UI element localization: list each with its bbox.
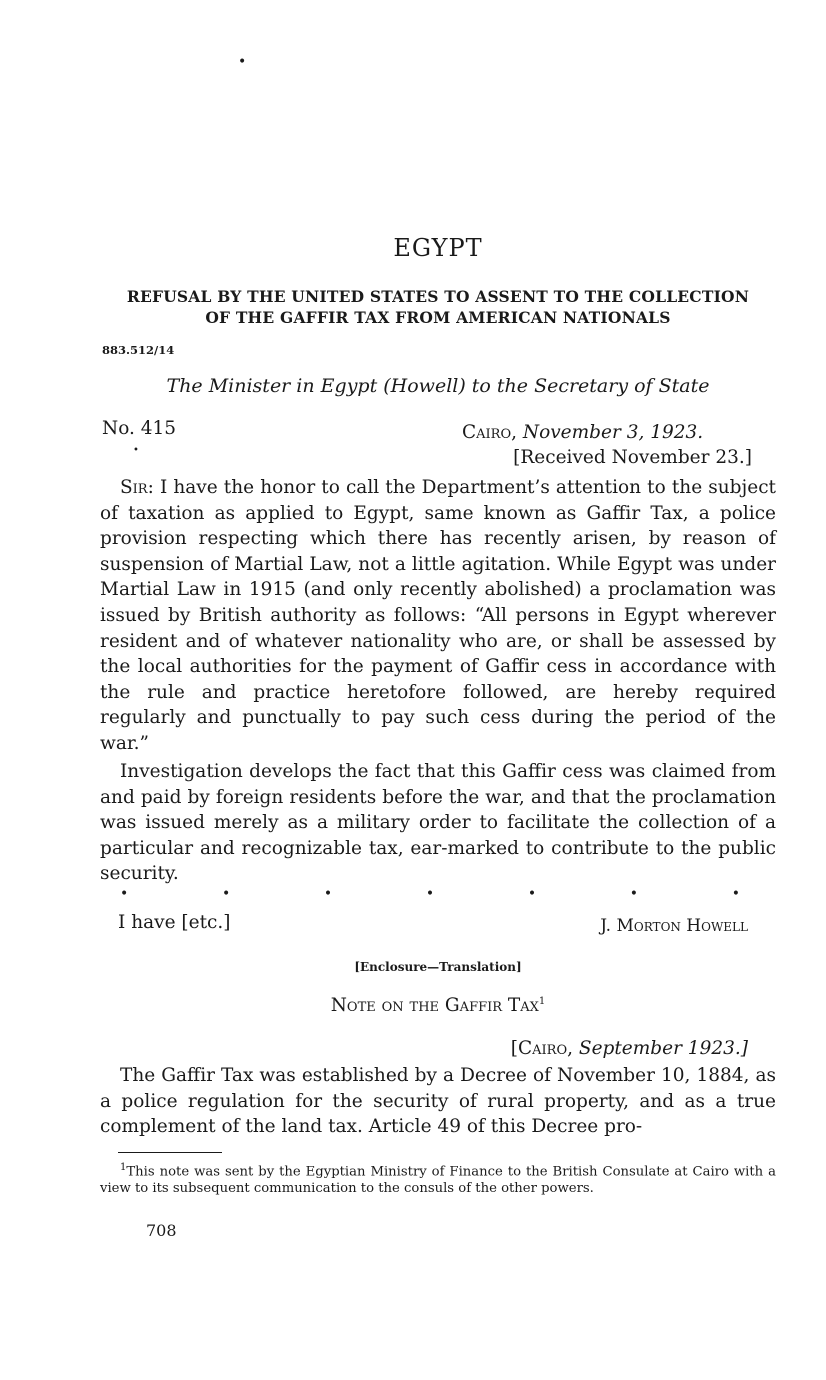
note-title-text: Note on the Gaffir Tax [330, 995, 539, 1016]
paragraph-1-text: I have the honor to call the Department’s attention to the subject of taxation as applied to Egypt, same known as Gaffir Tax, a police provision respecting which there has recently arisen, by reason of suspension of Martial Law, not a little agitation. While Egypt was under Martial Law in 1915 (and only recently abolished) a proclamation was issued by British authority as follows: “All persons in Egypt wherever resident and of whatever nationality who are, or shall be assessed by the local authorities for the payment of Gaffir cess in accordance with the rule and practice heretofore followed, are hereby required regularly and punctually to pay such cess during the period of the war.” [100, 477, 776, 754]
page-number: 708 [146, 1221, 177, 1240]
stray-mark: • [238, 54, 247, 70]
letter-heading: The Minister in Egypt (Howell) to the Secretary of State [166, 375, 710, 397]
letter-paragraph-2 [100, 759, 776, 887]
signature: J. Morton Howell [600, 916, 748, 936]
letter-paragraph-1 [100, 475, 776, 757]
note-date [511, 1038, 748, 1059]
dateline-date: November 3, 1923. [522, 422, 704, 443]
subtitle-line-1: REFUSAL BY THE UNITED STATES TO ASSENT TO THE COLLECTION [126, 287, 750, 306]
document-subtitle [100, 286, 776, 328]
document-page [100, 0, 776, 1380]
footnote-number: 1 [120, 1162, 127, 1173]
note-paragraph-text: The Gaffir Tax was established by a Decree of November 10, 1884, as a police regulation for the security of rural property, and as a true complement of the land tax. Article 49 of this Decree pro- [100, 1065, 776, 1138]
dateline-place: Cairo, [462, 422, 518, 443]
received-note: [Received November 23.] [513, 447, 752, 468]
salutation: Sir: [120, 477, 154, 498]
closing: I have [etc.] [118, 912, 231, 933]
omission-dots: • • • • • • • [120, 886, 740, 902]
note-date-place: [Cairo, [510, 1038, 574, 1059]
page-title: EGYPT [393, 234, 483, 262]
despatch-number: No. 415 [102, 418, 177, 439]
enclosure-label: [Enclosure—Translation] [354, 960, 522, 974]
note-date-text: September 1923.] [578, 1038, 748, 1059]
file-number: 883.512/14 [102, 343, 175, 357]
subtitle-line-2: OF THE GAFFIR TAX FROM AMERICAN NATIONALS [205, 308, 671, 327]
footnote-rule [118, 1152, 222, 1153]
paragraph-2-text: Investigation develops the fact that this Gaffir cess was claimed from and paid by foreign residents before the war, and that the proclamation was issued merely as a military order to facilitate the collection of a particular and recognizable tax, ear-marked to contribute to the public security. [100, 761, 776, 885]
dateline [462, 422, 703, 443]
footnote [100, 1160, 776, 1197]
note-title [100, 995, 776, 1016]
footnote-reference: 1 [538, 995, 546, 1007]
stray-dot: • [133, 445, 139, 456]
note-paragraph [100, 1063, 776, 1140]
footnote-text: This note was sent by the Egyptian Ministry of Finance to the British Consulate at Cairo with a view to its subsequent communication to the consuls of the other powers. [100, 1164, 776, 1196]
